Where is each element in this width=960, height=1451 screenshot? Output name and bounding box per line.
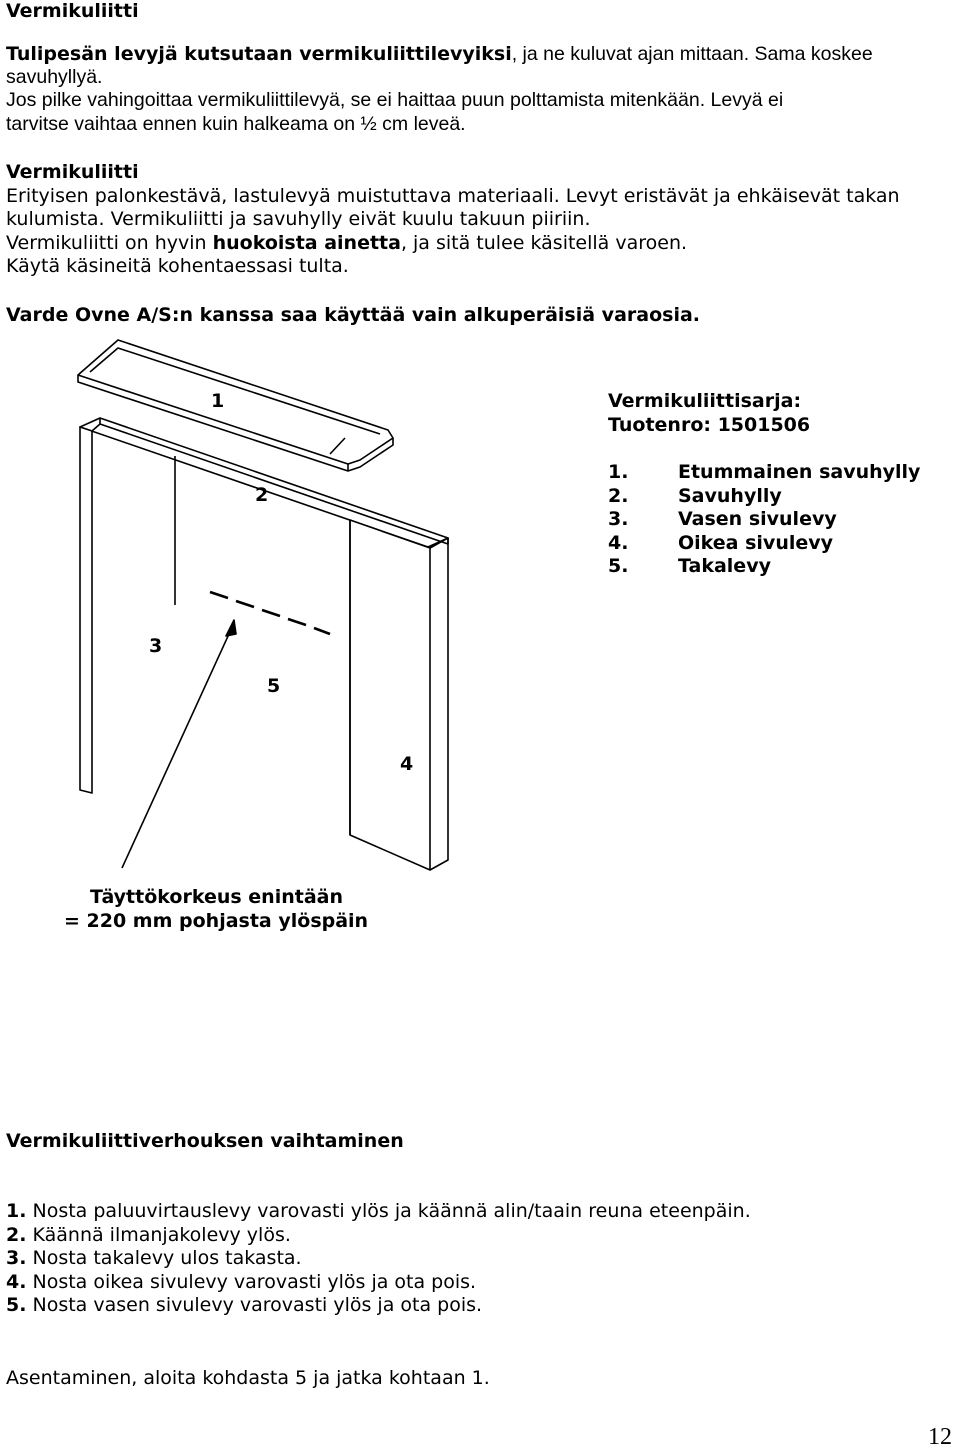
label-3: 3 bbox=[149, 635, 163, 657]
part-number: 4. bbox=[608, 531, 629, 554]
fill-height-arrow bbox=[122, 620, 236, 868]
vermiculite-kit-diagram bbox=[0, 330, 960, 950]
step-number: 1. bbox=[6, 1200, 27, 1222]
part-number: 5. bbox=[608, 555, 629, 577]
section2-line-4: Käytä käsineitä kohentaessasi tulta. bbox=[6, 255, 349, 277]
parts-list-item bbox=[608, 461, 920, 485]
part-name: Takalevy bbox=[678, 555, 771, 577]
intro-line-2: savuhyllyä. bbox=[6, 66, 103, 88]
step-text: Nosta oikea sivulevy varovasti ylös ja ota pois. bbox=[26, 1270, 477, 1293]
part-name: Oikea sivulevy bbox=[678, 531, 834, 554]
step-text: Nosta paluuvirtauslevy varovasti ylös ja käännä alin/taain reuna eteenpäin. bbox=[26, 1200, 751, 1222]
parts-list bbox=[608, 461, 920, 579]
intro-bold-term: Tulipesän levyjä kutsutaan vermikuliittilevyiksi bbox=[6, 43, 512, 65]
part-name: Vasen sivulevy bbox=[678, 508, 837, 530]
left-side-panel-shape bbox=[80, 424, 175, 793]
step-text: Käännä ilmanjakolevy ylös. bbox=[26, 1223, 291, 1246]
replace-section-title: Vermikuliittiverhouksen vaihtaminen bbox=[6, 1130, 404, 1152]
spare-parts-warning: Varde Ovne A/S:n kanssa saa käyttää vain alkuperäisiä varaosia. bbox=[6, 304, 700, 326]
label-5: 5 bbox=[267, 675, 281, 697]
part-number: 2. bbox=[608, 484, 629, 507]
step-number: 3. bbox=[6, 1247, 27, 1270]
list-item bbox=[6, 1200, 751, 1224]
label-4: 4 bbox=[400, 753, 414, 775]
kit-product-number: Tuotenro: 1501506 bbox=[608, 414, 811, 436]
label-1: 1 bbox=[211, 390, 225, 412]
parts-list-item bbox=[608, 508, 920, 532]
step-text: Nosta vasen sivulevy varovasti ylös ja ota pois. bbox=[26, 1294, 483, 1317]
kit-title: Vermikuliittisarja: bbox=[608, 390, 802, 412]
parts-list-item bbox=[608, 485, 920, 509]
part-number: 3. bbox=[608, 508, 629, 530]
page-number: 12 bbox=[928, 1424, 952, 1450]
step-number: 5. bbox=[6, 1294, 27, 1317]
intro-line-1-rest: , ja ne kuluvat ajan mittaan. Sama koskee bbox=[511, 43, 873, 65]
list-item bbox=[6, 1224, 751, 1248]
back-panel-dashed-edge bbox=[210, 592, 330, 634]
section2-line-2: kulumista. Vermikuliitti ja savuhylly eivät kuulu takuun piiriin. bbox=[6, 208, 591, 230]
section2-line-3-post: , ja sitä tulee käsitellä varoen. bbox=[400, 232, 688, 254]
intro-line-3: Jos pilke vahingoittaa vermikuliittilevyä, se ei haittaa puun polttamista mitenkään. Levyä ei bbox=[6, 89, 784, 111]
section2-line-3-pre: Vermikuliitti on hyvin bbox=[6, 232, 213, 254]
label-2: 2 bbox=[255, 484, 269, 506]
step-number: 2. bbox=[6, 1223, 27, 1246]
page-heading: Vermikuliitti bbox=[6, 0, 139, 22]
parts-list-item bbox=[608, 532, 920, 556]
section-title-vermikuliitti: Vermikuliitti bbox=[6, 161, 139, 183]
front-smoke-shelf-shape bbox=[78, 340, 393, 471]
section2-line-1: Erityisen palonkestävä, lastulevyä muistuttava materiaali. Levyt eristävät ja ehkäisevät takan bbox=[6, 185, 900, 207]
right-side-panel-shape bbox=[350, 520, 448, 870]
step-text: Nosta takalevy ulos takasta. bbox=[26, 1247, 302, 1270]
intro-line-4: tarvitse vaihtaa ennen kuin halkeama on ½ cm leveä. bbox=[6, 113, 466, 135]
list-item bbox=[6, 1247, 751, 1271]
step-number: 4. bbox=[6, 1270, 27, 1293]
replace-steps-list bbox=[6, 1200, 751, 1318]
part-name: Savuhylly bbox=[678, 484, 782, 507]
section2-line-3 bbox=[6, 232, 687, 256]
list-item bbox=[6, 1294, 751, 1318]
intro-line-1 bbox=[6, 43, 873, 67]
fill-height-caption-1: Täyttökorkeus enintään bbox=[90, 886, 343, 908]
fill-height-caption-2: = 220 mm pohjasta ylöspäin bbox=[64, 910, 369, 932]
part-name: Etummainen savuhylly bbox=[678, 461, 921, 483]
section2-bold-term: huokoista ainetta bbox=[212, 232, 401, 254]
parts-list-item bbox=[608, 555, 920, 579]
install-note: Asentaminen, aloita kohdasta 5 ja jatka kohtaan 1. bbox=[6, 1367, 490, 1389]
part-number: 1. bbox=[608, 461, 629, 483]
list-item bbox=[6, 1271, 751, 1295]
